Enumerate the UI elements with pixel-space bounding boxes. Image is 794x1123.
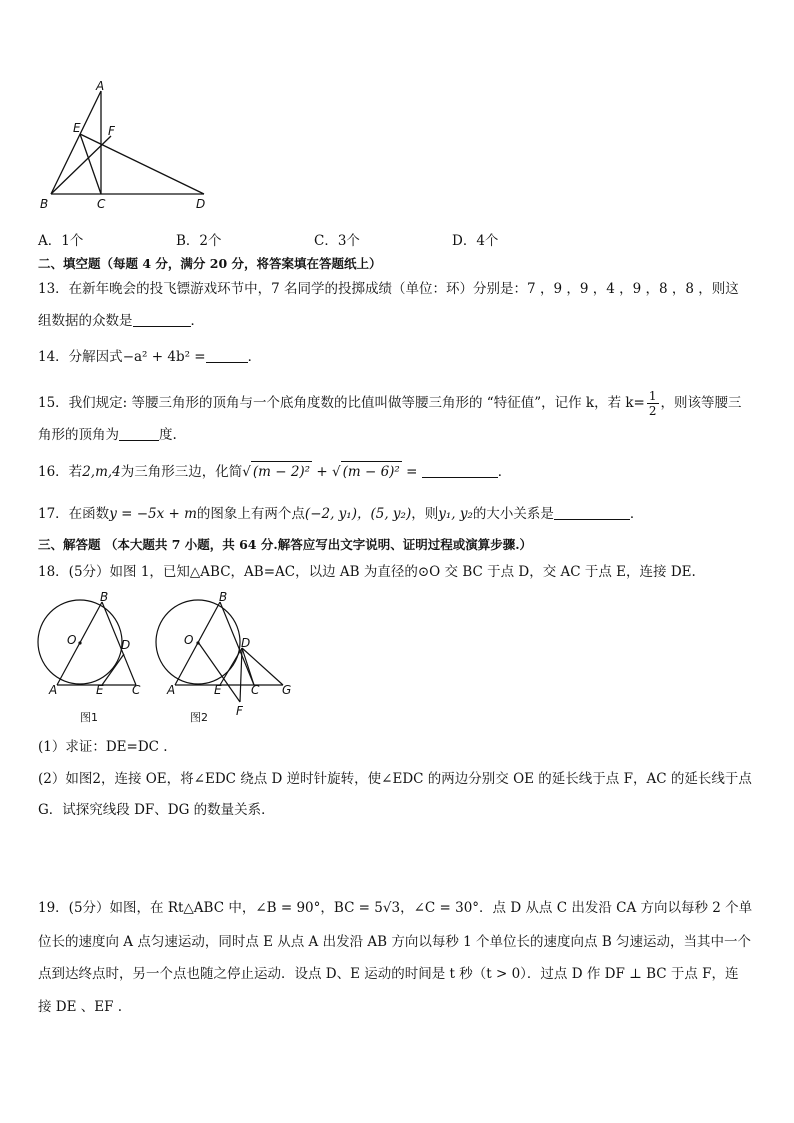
figure-1 bbox=[32, 590, 152, 700]
fig1-label-d: D bbox=[121, 638, 131, 652]
q18-part2-line2: G．试探究线段 DF、DG 的数量关系． bbox=[38, 802, 275, 818]
q18-heading: 18．(5分）如图 1，已知△ABC，AB=AC，以边 AB 为直径的⊙O 交 BC 于点 D，交 AC 于点 E，连接 DE. bbox=[38, 564, 696, 580]
label-d: D bbox=[196, 197, 206, 210]
fig1-label-a: A bbox=[49, 683, 58, 697]
fig1-label-e: E bbox=[96, 683, 104, 697]
option-a: A．1个 bbox=[38, 233, 84, 249]
option-b: B．2个 bbox=[176, 233, 222, 249]
fig2-label-d: D bbox=[241, 636, 251, 650]
figure-2 bbox=[150, 590, 300, 720]
q14: 14．分解因式−a² + 4b² = ． bbox=[38, 349, 262, 365]
q18-part1: (1）求证：DE=DC . bbox=[38, 739, 168, 755]
option-c: C．3个 bbox=[314, 233, 360, 249]
label-a: A bbox=[96, 79, 105, 93]
option-d: D．4个 bbox=[452, 233, 499, 249]
fig2-label-e: E bbox=[214, 683, 222, 697]
q18-part2-line1: (2）如图2，连接 OE，将∠EDC 绕点 D 逆时针旋转，使∠EDC 的两边分别交 OE 的延长线于点 F，AC 的延长线于点 bbox=[38, 771, 752, 787]
fig2-label-g: G bbox=[282, 683, 292, 697]
section-3-heading: 三、解答题 （本大题共 7 小题，共 64 分.解答应写出文字说明、证明过程或演算步骤.） bbox=[38, 537, 533, 552]
q17: 17．在函数y = −5x + m的图象上有两个点(−2, y₁)，(5, y₂)，则y₁, y₂的大小关系是 ． bbox=[38, 506, 644, 522]
fig2-label-b: B bbox=[219, 590, 228, 604]
q13-line2: 组数据的众数是 ． bbox=[38, 313, 204, 329]
fig1-label-o: O bbox=[67, 633, 77, 647]
label-f: F bbox=[108, 124, 115, 138]
q19-line4: 接 DE 、EF . bbox=[38, 999, 123, 1015]
figure-2-caption: 图2 bbox=[190, 711, 208, 724]
q16: 16．若2,m,4为三角形三边，化简√ (m − 2)² + √ (m − 6)² = ． bbox=[38, 461, 756, 482]
label-b: B bbox=[40, 197, 49, 210]
fig2-label-f: F bbox=[236, 704, 243, 718]
q15-line2: 角形的顶角为 度. bbox=[38, 427, 177, 443]
fig2-label-c: C bbox=[251, 683, 260, 697]
q19-line2: 位长的速度向 A 点匀速运动，同时点 E 从点 A 出发沿 AB 方向以每秒 1 个单位长的速度向点 B 匀速运动，当其中一个 bbox=[38, 934, 752, 950]
figure-1-caption: 图1 bbox=[80, 711, 98, 724]
fig1-label-c: C bbox=[132, 683, 141, 697]
label-c: C bbox=[97, 197, 106, 210]
fig2-label-a: A bbox=[167, 683, 176, 697]
section-2-heading: 二、填空题（每题 4 分，满分 20 分，将答案填在答题纸上） bbox=[38, 256, 382, 271]
q19-line3: 点到达终点时，另一个点也随之停止运动．设点 D、E 运动的时间是 t 秒（t > 0）．过点 D 作 DF ⊥ BC 于点 F，连 bbox=[38, 966, 739, 982]
top-geometry-figure bbox=[36, 78, 226, 210]
label-e: E bbox=[73, 121, 81, 135]
fig1-label-b: B bbox=[100, 590, 109, 604]
q15-line1: 15．我们规定: 等腰三角形的顶角与一个底角度数的比值叫做等腰三角形的 “特征值”，记作 k，若 k= $\frac{1}{2}$ ，则该等腰三 bbox=[38, 389, 742, 418]
q13-line1: 13．在新年晚会的投飞镖游戏环节中，7 名同学的投掷成绩（单位：环）分别是：7 ，9 ，9 ，4 ，9 ，8 ，8 ，则这 bbox=[38, 281, 739, 297]
fig2-label-o: O bbox=[184, 633, 194, 647]
q19-line1: 19．(5分）如图，在 Rt△ABC 中，∠B = 90°，BC = 5√3，∠C = 30°．点 D 从点 C 出发沿 CA 方向以每秒 2 个单 bbox=[38, 900, 753, 916]
